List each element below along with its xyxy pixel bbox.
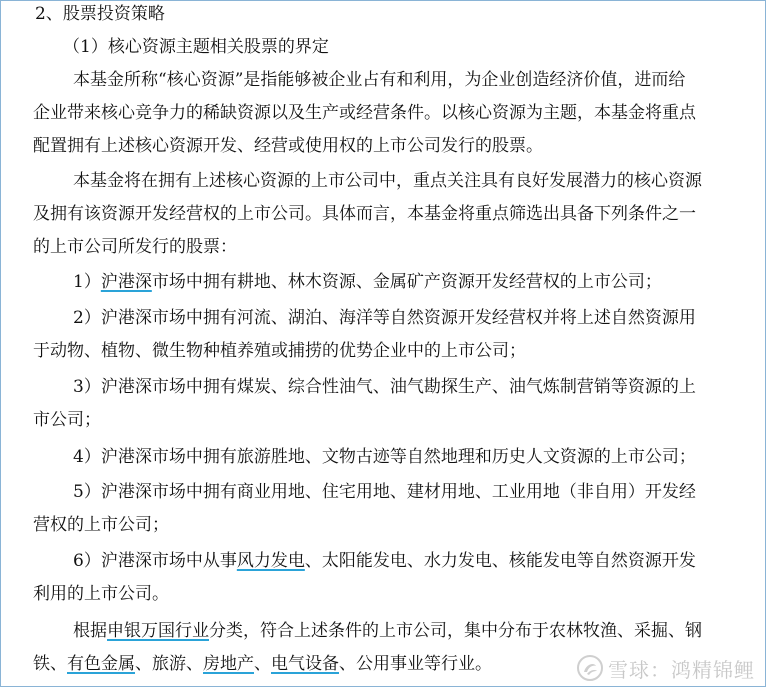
link-wind-power[interactable]: 风力发电 xyxy=(236,551,305,571)
paragraph-3-text-d: 、旅游、 xyxy=(135,654,203,674)
list-item-2-line-2: 于动物、植物、微生物种植养殖或捕捞的优势企业中的上市公司； xyxy=(33,341,526,361)
watermark-text: 雪球：鸿精锦鲤 xyxy=(608,657,755,682)
link-real-estate[interactable]: 房地产 xyxy=(203,654,254,674)
list-item-6-text-a: 6）沪港深市场中从事 xyxy=(73,551,237,571)
paragraph-2-line-1: 本基金将在拥有上述核心资源的上市公司中，重点关注具有良好发展潜力的核心资源 xyxy=(73,171,702,191)
link-shenyin-wanguo-industry[interactable]: 申银万国行业 xyxy=(107,621,209,641)
paragraph-3-text-e: 、 xyxy=(254,654,271,674)
paragraph-3-text-b: 分类，符合上述条件的上市公司，集中分布于农林牧渔、采掘、钢 xyxy=(209,621,702,641)
link-nonferrous-metals[interactable]: 有色金属 xyxy=(67,654,135,674)
section-heading: 2、股票投资策略 xyxy=(35,4,165,24)
paragraph-3-line-2 xyxy=(33,653,492,675)
list-item-3-line-2: 市公司； xyxy=(33,410,101,430)
list-item-6-line-2: 利用的上市公司。 xyxy=(33,584,169,604)
paragraph-1-line-1: 本基金所称“核心资源”是指能够被企业占有和利用，为企业创造经济价值，进而给 xyxy=(73,70,686,90)
subsection-heading: （1）核心资源主题相关股票的界定 xyxy=(63,37,329,57)
list-item-5-line-2: 营权的上市公司； xyxy=(33,515,169,535)
list-item-4-line-1: 4）沪港深市场中拥有旅游胜地、文物古迹等自然地理和历史人文资源的上市公司； xyxy=(73,447,696,467)
list-item-3-line-1: 3）沪港深市场中拥有煤炭、综合性油气、油气勘探生产、油气炼制营销等资源的上 xyxy=(73,377,696,397)
paragraph-3-line-1 xyxy=(73,620,702,642)
paragraph-3-text-f: 、公用事业等行业。 xyxy=(339,654,492,674)
watermark xyxy=(576,653,755,683)
paragraph-2-line-3: 的上市公司所发行的股票： xyxy=(33,237,237,257)
list-item-1-text: 市场中拥有耕地、林木资源、金属矿产资源开发经营权的上市公司； xyxy=(151,272,662,292)
paragraph-3-text-a: 根据 xyxy=(73,621,107,641)
link-electrical-equipment[interactable]: 电气设备 xyxy=(271,654,339,674)
link-hugangshen[interactable]: 沪港深 xyxy=(100,272,152,292)
list-item-5-line-1: 5）沪港深市场中拥有商业用地、住宅用地、建材用地、工业用地（非自用）开发经 xyxy=(73,482,696,502)
paragraph-2-line-2: 及拥有该资源开发经营权的上市公司。具体而言，本基金将重点筛选出具备下列条件之一 xyxy=(33,204,696,224)
list-item-2-line-1: 2）沪港深市场中拥有河流、湖泊、海洋等自然资源开发经营权并将上述自然资源用 xyxy=(73,308,696,328)
paragraph-1-line-3: 配置拥有上述核心资源开发、经营或使用权的上市公司发行的股票。 xyxy=(33,136,543,156)
paragraph-1-line-2: 企业带来核心竞争力的稀缺资源以及生产或经营条件。以核心资源为主题，本基金将重点 xyxy=(33,103,696,123)
list-item-1 xyxy=(73,271,662,293)
paragraph-3-text-c: 铁、 xyxy=(33,654,67,674)
list-item-6-line-1 xyxy=(73,550,696,572)
list-item-6-text-b: 、太阳能发电、水力发电、核能发电等自然资源开发 xyxy=(304,551,696,571)
snowball-logo-icon xyxy=(576,654,604,682)
list-item-1-number: 1） xyxy=(73,272,101,292)
